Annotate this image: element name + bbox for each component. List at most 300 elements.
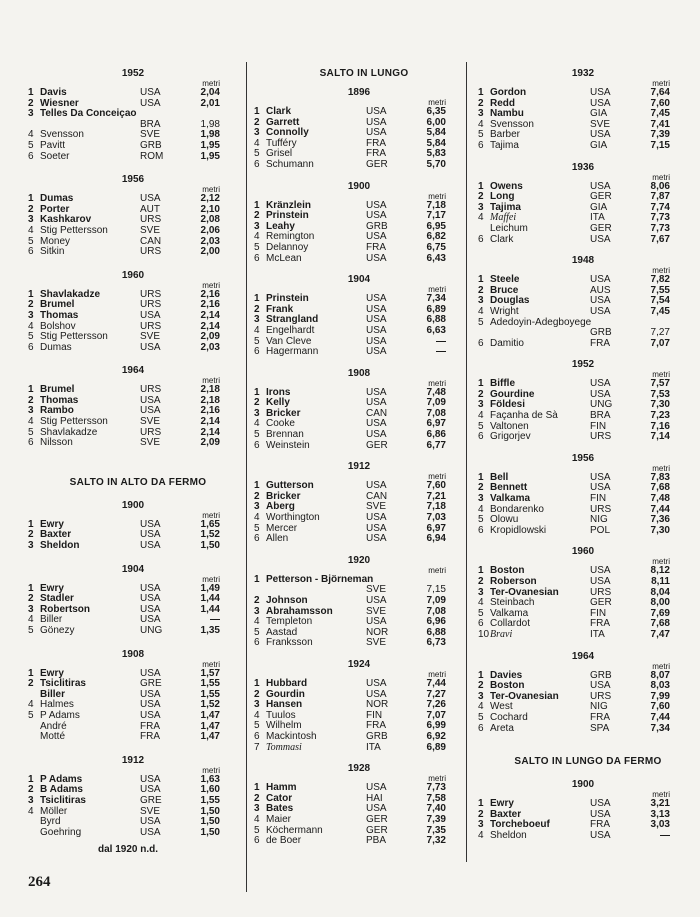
nation: ITA: [590, 212, 605, 224]
athlete-name: Biller: [40, 688, 66, 700]
nation: USA: [366, 616, 387, 628]
athlete-name: Worthington: [266, 512, 320, 524]
rank: 2: [28, 97, 34, 109]
year-heading: 1920: [347, 554, 371, 566]
year-heading: 1912: [347, 461, 371, 473]
results-block: [478, 651, 698, 735]
nation: USA: [366, 418, 387, 430]
athlete-name: Kashkarov: [40, 214, 92, 226]
athlete-name: Bricker: [266, 407, 301, 419]
nation: USA: [366, 293, 387, 305]
rank: 1: [28, 582, 34, 594]
nation: USA: [140, 309, 161, 321]
athlete-name: Bruce: [490, 284, 519, 296]
rank: 3: [254, 220, 260, 232]
rank: 1: [28, 773, 34, 785]
result-row: [254, 596, 474, 607]
mark: 2,14: [200, 309, 220, 321]
result-row: [254, 347, 474, 358]
athlete-name: Baxter: [40, 529, 72, 541]
athlete-name: Ter-Ovanesian: [490, 690, 559, 702]
mark: 7,09: [426, 397, 446, 409]
mark: 2,14: [200, 320, 220, 332]
nation: USA: [590, 680, 611, 692]
athlete-name: Grisel: [266, 148, 293, 160]
results-block: [478, 779, 698, 841]
rank: 6: [254, 835, 260, 847]
mark: —: [210, 614, 220, 626]
athlete-name: Möller: [40, 805, 68, 817]
result-row: [28, 88, 248, 99]
result-row: [254, 107, 474, 118]
rank: 4: [28, 805, 34, 817]
mark: 1,55: [200, 794, 220, 806]
mark: 2,01: [200, 97, 220, 109]
results-block: [28, 649, 248, 743]
rank: 4: [478, 410, 484, 422]
nation: USA: [590, 798, 611, 810]
result-row: [478, 339, 698, 350]
athlete-name: Mackintosh: [266, 730, 317, 742]
athlete-name: Shavlakadze: [40, 426, 98, 438]
rank: 3: [28, 108, 34, 120]
nation: USA: [590, 388, 611, 400]
rank: 2: [254, 792, 260, 804]
athlete-name: Tajima: [490, 201, 521, 213]
mark: 7,73: [650, 222, 670, 234]
mark: 2,16: [200, 288, 220, 300]
athlete-name: Byrd: [40, 816, 61, 828]
mark: 1,95: [200, 150, 220, 162]
rank: 6: [254, 346, 260, 358]
mark: 7,44: [650, 711, 670, 723]
mark: 7,08: [426, 605, 446, 617]
nation: URS: [590, 431, 612, 443]
column-3: [478, 58, 698, 842]
nation: GIA: [590, 201, 608, 213]
nation: USA: [366, 303, 387, 315]
unit-label: metri: [428, 191, 446, 201]
athlete-name: Gourdin: [266, 688, 305, 700]
year-heading: 1904: [347, 274, 371, 286]
mark: 7,27: [650, 327, 670, 339]
mark: 3,03: [650, 819, 670, 831]
nation: GER: [590, 191, 612, 203]
nation: FRA: [590, 819, 610, 831]
athlete-name: Johnson: [266, 595, 308, 606]
results-block: [254, 274, 474, 358]
nation: FRA: [140, 731, 160, 743]
unit-label: metri: [652, 661, 670, 671]
rank: 2: [478, 482, 484, 494]
mark: 1,98: [200, 129, 220, 141]
athlete-name: Steele: [490, 274, 520, 286]
rank: 5: [254, 241, 260, 253]
mark: 6,97: [426, 418, 446, 430]
mark: 7,32: [426, 835, 446, 847]
athlete-name: McLean: [266, 252, 302, 264]
results-block: [254, 181, 474, 265]
rank: 2: [28, 784, 34, 796]
mark: 7,44: [650, 503, 670, 515]
result-row: [254, 836, 474, 847]
unit-label: metri: [652, 266, 670, 276]
nation: AUS: [590, 284, 611, 296]
nation: USA: [140, 518, 161, 530]
mark: 7,64: [650, 87, 670, 98]
rank: 1: [254, 782, 260, 794]
rank: 2: [254, 688, 260, 700]
mark: 6,82: [426, 231, 446, 243]
rank: 5: [254, 824, 260, 836]
mark: 6,89: [426, 303, 446, 315]
athlete-name: Gutterson: [266, 480, 314, 492]
athlete-name: Kelly: [266, 397, 290, 409]
mark: 1,47: [200, 731, 220, 743]
unit-label: metri: [202, 185, 220, 195]
athlete-name: Tsiclitiras: [40, 678, 86, 690]
nation: USA: [590, 305, 611, 317]
athlete-name: Redd: [490, 97, 515, 109]
nation: USA: [366, 199, 387, 211]
nation: USA: [140, 394, 161, 406]
mark: 2,10: [200, 203, 220, 215]
rank: 2: [254, 490, 260, 502]
rank: 3: [478, 819, 484, 831]
mark: 8,12: [650, 565, 670, 577]
result-row: [254, 679, 474, 690]
mark: 1,50: [200, 816, 220, 828]
result-row: [254, 732, 474, 743]
athlete-name: Halmes: [40, 699, 74, 711]
athlete-name: Goehring: [40, 826, 82, 838]
nation: BRA: [140, 118, 161, 130]
rank: 1: [254, 677, 260, 689]
column-divider-left: [246, 62, 247, 892]
rank: 4: [254, 616, 260, 628]
rank: 3: [478, 690, 484, 702]
unit-label: metri: [202, 79, 220, 88]
mark: 7,53: [650, 388, 670, 400]
nation: GIA: [590, 108, 608, 120]
athlete-name: Petterson - Björneman: [266, 573, 374, 585]
mark: 6,89: [426, 741, 446, 753]
rank: 3: [478, 399, 484, 411]
unit-label: metri: [652, 463, 670, 473]
athlete-name: Hagermann: [266, 346, 319, 358]
footnote: dal 1920 n.d.: [98, 844, 159, 856]
mark: 7,17: [426, 210, 446, 222]
year-heading: 1908: [121, 648, 145, 660]
mark: 7,40: [426, 803, 446, 815]
athlete-name: Mercer: [266, 522, 298, 534]
athlete-name: Porter: [40, 203, 70, 215]
rank: 1: [478, 87, 484, 98]
nation: HAI: [366, 792, 383, 804]
rank: 3: [254, 127, 260, 139]
athlete-name: Douglas: [490, 295, 530, 307]
athlete-name: Kränzlein: [266, 199, 312, 211]
athlete-name: Wilhelm: [266, 720, 302, 732]
rank: 4: [478, 701, 484, 713]
rank: 2: [254, 210, 260, 222]
rank: 6: [254, 533, 260, 545]
rank: 4: [478, 829, 484, 841]
nation: USA: [140, 87, 161, 98]
unit-label: metri: [202, 659, 220, 669]
athlete-name: Pavitt: [40, 139, 66, 151]
results-block: [254, 461, 474, 545]
athlete-name: Telles Da Conceiçao: [40, 108, 137, 120]
nation: SVE: [590, 118, 611, 130]
nation: USA: [366, 127, 387, 139]
rank: 4: [254, 418, 260, 430]
athlete-name: Owens: [490, 180, 523, 192]
athlete-name: P Adams: [40, 773, 83, 785]
mark: 2,03: [200, 235, 220, 247]
result-row: [28, 438, 248, 449]
mark: 2,08: [200, 214, 220, 226]
year-heading: 1912: [121, 754, 145, 766]
unit-label: metri: [652, 172, 670, 182]
rank: 6: [478, 337, 484, 349]
page-number: 264: [28, 874, 51, 890]
nation: USA: [140, 603, 161, 615]
nation: USA: [590, 576, 611, 587]
mark: 7,58: [426, 792, 446, 804]
rank: 5: [28, 625, 34, 636]
athlete-name: Clark: [490, 233, 514, 245]
rank: [28, 722, 40, 733]
athlete-name: Stadler: [40, 593, 74, 605]
result-row: [478, 307, 698, 318]
result-row: [478, 526, 698, 537]
nation: FRA: [366, 137, 386, 149]
result-row: [254, 326, 474, 337]
mark: —: [436, 346, 446, 358]
nation: USA: [590, 808, 611, 820]
mark: 1,47: [200, 709, 220, 721]
year-heading: 1928: [347, 763, 371, 775]
unit-label: metri: [428, 669, 446, 679]
result-row: [478, 235, 698, 246]
nation: USA: [140, 816, 161, 828]
athlete-name: Torcheboeuf: [490, 819, 550, 831]
mark: 7,68: [650, 618, 670, 630]
athlete-name: Boston: [490, 680, 525, 692]
athlete-name: Leahy: [266, 220, 295, 232]
rank: 6: [28, 246, 34, 258]
athlete-name: Collardot: [490, 618, 531, 630]
mark: 7,82: [650, 274, 670, 286]
nation: USA: [140, 193, 161, 205]
nation: FIN: [590, 607, 607, 619]
rank: 4: [28, 699, 34, 711]
nation: GER: [366, 439, 388, 451]
section-title: SALTO IN LUNGO: [319, 68, 409, 79]
rank: 3: [478, 493, 484, 505]
result-row: [254, 254, 474, 265]
mark: 2,09: [200, 331, 220, 343]
mark: 2,00: [200, 246, 220, 258]
rank: 1: [478, 274, 484, 286]
rank: 2: [478, 284, 484, 296]
nation: USA: [366, 106, 387, 117]
athlete-name: Wright: [490, 305, 519, 317]
rank: 10: [478, 628, 490, 640]
result-row: [28, 311, 248, 322]
mark: 2,03: [200, 341, 220, 353]
rank: 6: [254, 439, 260, 451]
athlete-name: Biller: [40, 614, 63, 626]
mark: 3,13: [650, 808, 670, 820]
athlete-name: Thomas: [40, 394, 79, 406]
nation: FRA: [366, 241, 386, 253]
result-row: [254, 638, 474, 649]
athlete-name: Biffle: [490, 378, 515, 390]
results-block: [254, 659, 474, 753]
nation: SVE: [140, 331, 161, 343]
nation: FIN: [590, 493, 607, 505]
nation: NIG: [590, 701, 608, 713]
nation: CAN: [366, 407, 388, 419]
athlete-name: Clark: [266, 106, 292, 117]
results-block: [478, 68, 698, 152]
rank: 5: [28, 426, 34, 438]
nation: USA: [366, 533, 387, 545]
rank: [28, 732, 40, 743]
rank: [478, 224, 490, 235]
rank: 5: [254, 335, 260, 347]
nation: USA: [590, 471, 611, 483]
rank: 6: [478, 233, 484, 245]
column-1: [28, 58, 248, 855]
athlete-name: Hubbard: [266, 677, 308, 689]
mark: 7,60: [426, 480, 446, 492]
result-row: [478, 88, 698, 99]
mark: 7,57: [650, 378, 670, 390]
mark: 6,43: [426, 252, 446, 264]
mark: 7,15: [650, 139, 670, 151]
mark: 7,14: [650, 431, 670, 443]
rank: 5: [478, 711, 484, 723]
rank: 4: [28, 614, 34, 626]
year-heading: 1964: [571, 650, 595, 662]
mark: 1,50: [200, 826, 220, 838]
nation: URS: [590, 586, 612, 598]
athlete-name: Strangland: [266, 314, 319, 326]
mark: 1,52: [200, 529, 220, 541]
column-divider-right: [466, 62, 467, 862]
nation: CAN: [366, 490, 388, 502]
mark: 7,34: [650, 722, 670, 734]
athlete-name: Tufféry: [266, 137, 297, 149]
results-block: [28, 174, 248, 258]
athlete-name: Rambo: [40, 405, 74, 417]
nation: FRA: [590, 618, 610, 630]
mark: 7,44: [426, 677, 446, 689]
athlete-name: Sitkin: [40, 246, 65, 258]
nation: SVE: [140, 437, 161, 449]
mark: 2,18: [200, 384, 220, 396]
result-row: [28, 343, 248, 354]
nation: USA: [590, 565, 611, 577]
athlete-name: Hamm: [266, 782, 297, 794]
rank: 2: [254, 397, 260, 409]
mark: 6,94: [426, 533, 446, 545]
mark: 8,06: [650, 180, 670, 192]
mark: 6,96: [426, 616, 446, 628]
year-heading: 1948: [571, 255, 595, 267]
athlete-name: Stig Pettersson: [40, 224, 108, 236]
nation: GER: [366, 813, 388, 825]
year-heading: 1960: [571, 546, 595, 558]
year-heading: 1904: [121, 563, 145, 575]
athlete-name: Grigorjev: [490, 431, 531, 443]
rank: 2: [28, 593, 34, 605]
athlete-name: Bolshov: [40, 320, 76, 332]
athlete-name: Valkama: [490, 607, 529, 619]
mark: 1,98: [200, 118, 220, 130]
athlete-name: Roberson: [490, 576, 537, 587]
rank: 2: [28, 678, 34, 690]
unit-label: metri: [202, 376, 220, 386]
rank: 2: [254, 303, 260, 315]
rank: 3: [28, 794, 34, 806]
rank: 5: [254, 429, 260, 441]
result-row: [28, 541, 248, 552]
athlete-name: Gordon: [490, 87, 527, 98]
rank: 5: [254, 626, 260, 638]
nation: NOR: [366, 626, 389, 638]
mark: 7,69: [650, 607, 670, 619]
nation: USA: [140, 341, 161, 353]
mark: 1,35: [200, 625, 220, 636]
athlete-name: Delannoy: [266, 241, 309, 253]
year-heading: 1932: [571, 68, 595, 79]
nation: URS: [140, 426, 162, 438]
athlete-name: Shavlakadze: [40, 288, 101, 300]
results-block: [478, 255, 698, 349]
nation: GRB: [140, 139, 162, 151]
mark: 1,55: [200, 688, 220, 700]
mark: 5,84: [426, 137, 446, 149]
athlete-name: B Adams: [40, 784, 83, 796]
rank: 6: [28, 341, 34, 353]
athlete-name: Dumas: [40, 193, 74, 205]
rank: 2: [478, 808, 484, 820]
rank: 4: [254, 813, 260, 825]
rank: 2: [478, 388, 484, 400]
athlete-name: Allen: [266, 533, 289, 545]
rank: 1: [254, 293, 260, 305]
mark: 2,16: [200, 405, 220, 417]
nation: USA: [140, 529, 161, 541]
mark: 5,84: [426, 127, 446, 139]
nation: USA: [366, 231, 387, 243]
rank: 1: [254, 573, 260, 585]
mark: 2,09: [200, 437, 220, 449]
athlete-name: Prinstein: [266, 293, 309, 305]
year-heading: 1900: [121, 499, 145, 511]
athlete-name: Bennett: [490, 482, 528, 494]
athlete-name: Stig Pettersson: [40, 416, 108, 428]
rank: 5: [478, 607, 484, 619]
rank: 6: [478, 524, 484, 536]
athlete-name: Motté: [40, 731, 66, 743]
mark: 7,18: [426, 199, 446, 211]
nation: FRA: [366, 148, 386, 160]
